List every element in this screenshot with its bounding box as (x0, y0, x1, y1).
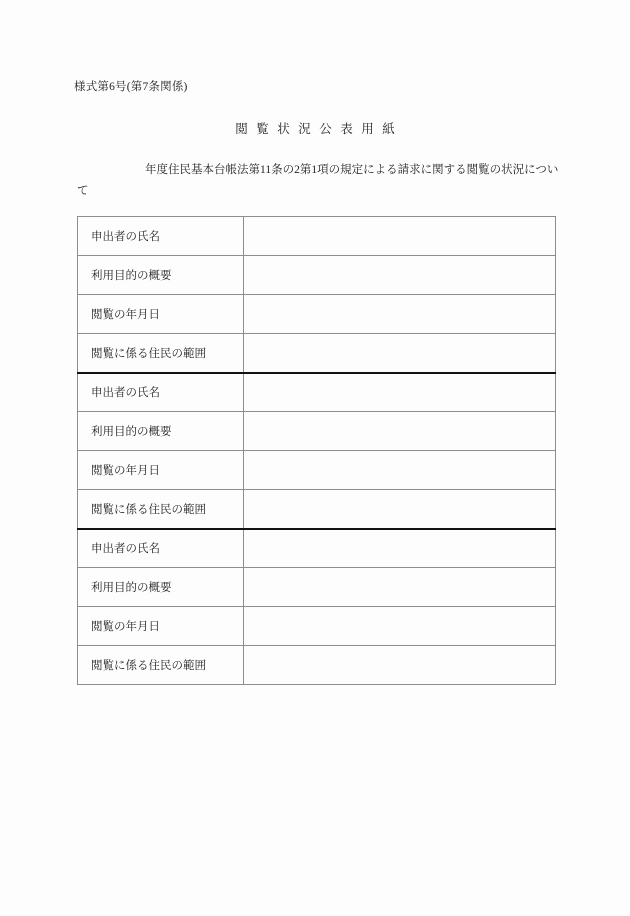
row-value-field[interactable] (244, 451, 556, 490)
intro-text: 年度住民基本台帳法第11条の2第1項の規定による請求に関する閲覧の状況について (77, 164, 559, 197)
row-value-field[interactable] (244, 529, 556, 568)
row-value-field[interactable] (244, 568, 556, 607)
row-label: 閲覧の年月日 (78, 295, 244, 334)
page-title: 閲覧状況公表用紙 (235, 122, 404, 136)
table-row (78, 490, 556, 529)
row-label: 閲覧に係る住民の範囲 (78, 646, 244, 685)
row-label: 閲覧に係る住民の範囲 (78, 490, 244, 529)
viewing-record-table (77, 216, 556, 685)
row-value-field[interactable] (244, 334, 556, 373)
row-value-field[interactable] (244, 646, 556, 685)
row-label: 利用目的の概要 (78, 568, 244, 607)
table-row (78, 334, 556, 373)
table-row (78, 412, 556, 451)
table-row (78, 568, 556, 607)
form-number: 様式第6号(第7条関係) (74, 81, 188, 93)
row-label: 申出者の氏名 (78, 529, 244, 568)
row-label: 申出者の氏名 (78, 373, 244, 412)
table-row (78, 529, 556, 568)
row-label: 閲覧に係る住民の範囲 (78, 334, 244, 373)
table-body (78, 217, 556, 685)
row-value-field[interactable] (244, 490, 556, 529)
row-label: 利用目的の概要 (78, 256, 244, 295)
table-row (78, 451, 556, 490)
table-row (78, 373, 556, 412)
table-row (78, 256, 556, 295)
row-label: 閲覧の年月日 (78, 451, 244, 490)
row-value-field[interactable] (244, 295, 556, 334)
row-label: 申出者の氏名 (78, 217, 244, 256)
table-row (78, 646, 556, 685)
row-label: 利用目的の概要 (78, 412, 244, 451)
row-value-field[interactable] (244, 412, 556, 451)
intro-paragraph (77, 160, 562, 202)
table-row (78, 607, 556, 646)
table-row (78, 217, 556, 256)
row-value-field[interactable] (244, 256, 556, 295)
row-value-field[interactable] (244, 217, 556, 256)
row-value-field[interactable] (244, 607, 556, 646)
row-value-field[interactable] (244, 373, 556, 412)
table-row (78, 295, 556, 334)
row-label: 閲覧の年月日 (78, 607, 244, 646)
